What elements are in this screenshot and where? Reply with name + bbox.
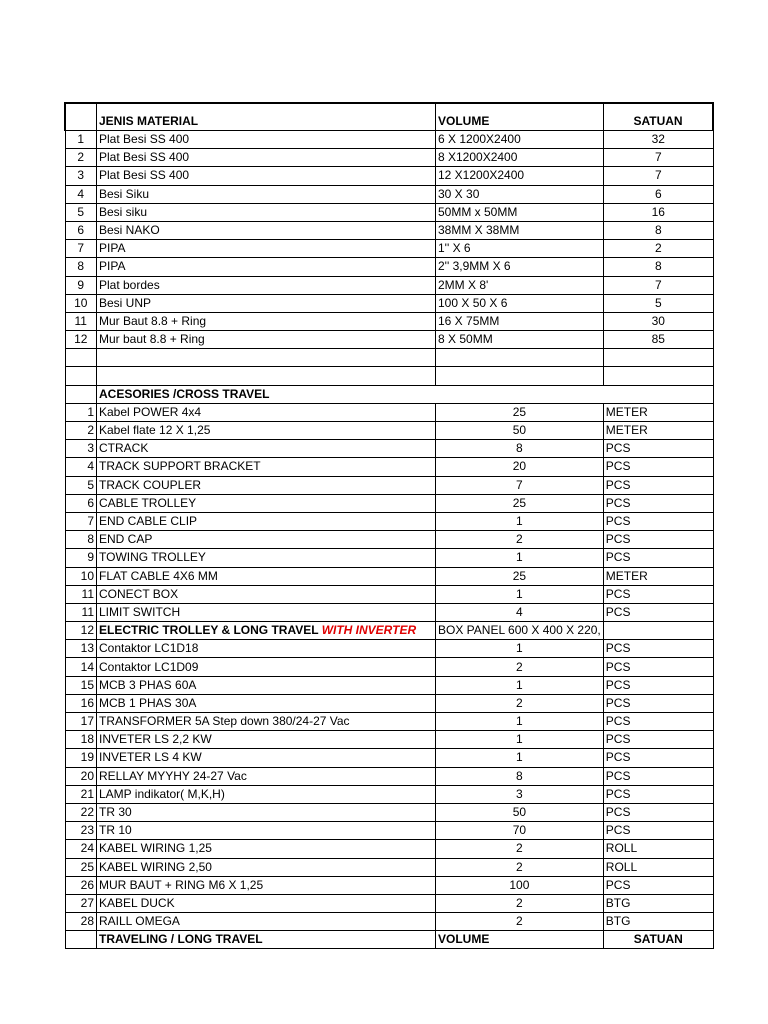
material-volume[interactable]: 1'' X 6 (436, 240, 604, 258)
table-row (65, 658, 713, 676)
header-no-cell[interactable] (65, 103, 97, 131)
material-unit[interactable]: 7 (603, 167, 713, 185)
accessory-name[interactable]: MCB 1 PHAS 30A (97, 694, 436, 712)
accessory-unit[interactable]: PCS (603, 694, 713, 712)
accessory-unit[interactable]: PCS (603, 458, 713, 476)
row-number[interactable]: 10 (65, 294, 97, 312)
accessory-volume[interactable]: 1 (436, 549, 604, 567)
accessory-name[interactable]: TR 10 (97, 822, 436, 840)
accessory-name[interactable]: TR 30 (97, 803, 436, 821)
table-row (65, 185, 713, 203)
table-row (65, 422, 713, 440)
section-title[interactable]: ACESORIES /CROSS TRAVEL (97, 385, 714, 403)
material-volume[interactable]: 8 X1200X2400 (436, 149, 604, 167)
empty-row (65, 367, 713, 385)
accessory-unit[interactable]: PCS (603, 767, 713, 785)
accessory-name[interactable]: INVETER LS 2,2 KW (97, 731, 436, 749)
table-row (65, 822, 713, 840)
table-row (65, 785, 713, 803)
row-number[interactable]: 11 (65, 312, 97, 330)
row-number[interactable]: 7 (65, 512, 97, 530)
accessory-unit[interactable]: METER (603, 403, 713, 421)
accessory-name[interactable]: LAMP indikator( M,K,H) (97, 785, 436, 803)
traveling-header-row (65, 931, 713, 949)
accessory-unit[interactable]: BTG (603, 913, 713, 931)
row-number[interactable]: 9 (65, 276, 97, 294)
row-number[interactable]: 22 (65, 803, 97, 821)
row-number[interactable]: 28 (65, 913, 97, 931)
material-volume[interactable]: 8 X 50MM (436, 331, 604, 349)
accessory-volume[interactable]: 2 (436, 858, 604, 876)
material-volume[interactable]: 6 X 1200X2400 (436, 131, 604, 149)
material-name[interactable]: Besi UNP (97, 294, 436, 312)
table-row (65, 312, 713, 330)
accessory-volume[interactable]: 25 (436, 403, 604, 421)
accessory-volume[interactable]: 2 (436, 531, 604, 549)
accessory-name[interactable]: KABEL WIRING 1,25 (97, 840, 436, 858)
material-name[interactable]: Besi siku (97, 203, 436, 221)
accessory-name-highlight: WITH INVERTER (321, 623, 417, 638)
table-row (65, 603, 713, 621)
accessory-name[interactable]: TRANSFORMER 5A Step down 380/24-27 Vac (97, 713, 436, 731)
accessory-unit[interactable]: PCS (603, 512, 713, 530)
accessory-volume[interactable]: 2 (436, 658, 604, 676)
accessory-volume[interactable]: 1 (436, 640, 604, 658)
row-number[interactable]: 18 (65, 731, 97, 749)
table-row (65, 894, 713, 912)
accessory-volume[interactable]: 2 (436, 913, 604, 931)
row-number[interactable]: 12 (65, 331, 97, 349)
accessory-name[interactable]: Contaktor LC1D18 (97, 640, 436, 658)
row-number[interactable]: 4 (65, 185, 97, 203)
accessory-unit[interactable]: PCS (603, 440, 713, 458)
material-unit[interactable]: 16 (603, 203, 713, 221)
material-volume[interactable]: 50MM x 50MM (436, 203, 604, 221)
accessory-unit[interactable]: PCS (603, 494, 713, 512)
row-number[interactable]: 6 (65, 221, 97, 239)
material-name[interactable]: PIPA (97, 258, 436, 276)
accessory-unit[interactable]: PCS (603, 785, 713, 803)
accessory-volume[interactable]: 1 (436, 713, 604, 731)
material-name[interactable]: Besi Siku (97, 185, 436, 203)
accessory-volume[interactable]: 3 (436, 785, 604, 803)
empty-unit-cell[interactable] (603, 349, 713, 367)
table-row (65, 240, 713, 258)
traveling-unit-header[interactable]: SATUAN (603, 931, 713, 949)
accessory-unit[interactable]: ROLL (603, 840, 713, 858)
row-number[interactable]: 15 (65, 676, 97, 694)
accessory-name[interactable]: KABEL DUCK (97, 894, 436, 912)
accessory-unit[interactable]: PCS (603, 676, 713, 694)
row-number[interactable]: 5 (65, 476, 97, 494)
accessory-volume[interactable]: 1 (436, 731, 604, 749)
accessory-unit[interactable]: PCS (603, 876, 713, 894)
accessory-volume[interactable]: 2 (436, 694, 604, 712)
accessory-unit[interactable]: METER (603, 567, 713, 585)
accessory-name[interactable]: CTRACK (97, 440, 436, 458)
table-row (65, 221, 713, 239)
accessory-name[interactable]: Kabel flate 12 X 1,25 (97, 422, 436, 440)
material-name[interactable]: Plat Besi SS 400 (97, 149, 436, 167)
row-number[interactable]: 13 (65, 640, 97, 658)
material-unit[interactable]: 32 (603, 131, 713, 149)
row-number[interactable]: 11 (65, 603, 97, 621)
accessory-unit[interactable]: ROLL (603, 858, 713, 876)
empty-no-cell[interactable] (65, 349, 97, 367)
accessory-unit[interactable]: PCS (603, 603, 713, 621)
material-unit[interactable]: 85 (603, 331, 713, 349)
table-row (65, 913, 713, 931)
material-volume[interactable]: 12 X1200X2400 (436, 167, 604, 185)
accessory-name[interactable]: INVETER LS 4 KW (97, 749, 436, 767)
empty-row (65, 349, 713, 367)
accessory-name[interactable]: MCB 3 PHAS 60A (97, 676, 436, 694)
material-unit[interactable]: 8 (603, 221, 713, 239)
accessory-unit[interactable]: PCS (603, 476, 713, 494)
row-number[interactable]: 14 (65, 658, 97, 676)
material-name[interactable]: PIPA (97, 240, 436, 258)
accessory-unit[interactable]: PCS (603, 531, 713, 549)
accessory-name[interactable]: Contaktor LC1D09 (97, 658, 436, 676)
accessory-name[interactable]: CABLE TROLLEY (97, 494, 436, 512)
material-name[interactable]: Plat Besi SS 400 (97, 167, 436, 185)
row-number[interactable]: 10 (65, 567, 97, 585)
row-number[interactable]: 2 (65, 422, 97, 440)
material-name[interactable]: Mur baut 8.8 + Ring (97, 331, 436, 349)
accessory-unit[interactable]: PCS (603, 803, 713, 821)
material-name[interactable]: Mur Baut 8.8 + Ring (97, 312, 436, 330)
accessory-volume[interactable]: 1 (436, 749, 604, 767)
accessory-volume[interactable]: 50 (436, 803, 604, 821)
row-number[interactable]: 6 (65, 494, 97, 512)
row-number[interactable]: 17 (65, 713, 97, 731)
traveling-no-cell[interactable] (65, 931, 97, 949)
table-row (65, 640, 713, 658)
table-row (65, 567, 713, 585)
accessory-volume[interactable]: 4 (436, 603, 604, 621)
accessory-volume[interactable]: 20 (436, 458, 604, 476)
accessory-volume[interactable]: 2 (436, 840, 604, 858)
row-number[interactable]: 19 (65, 749, 97, 767)
section-title-row (65, 385, 713, 403)
material-volume[interactable]: 2'' 3,9MM X 6 (436, 258, 604, 276)
table-row (65, 167, 713, 185)
accessory-unit[interactable]: PCS (603, 731, 713, 749)
accessory-unit[interactable]: BTG (603, 894, 713, 912)
row-number[interactable]: 3 (65, 167, 97, 185)
accessory-unit[interactable]: METER (603, 422, 713, 440)
accessory-volume[interactable]: 7 (436, 476, 604, 494)
accessory-name[interactable]: LIMIT SWITCH (97, 603, 436, 621)
header-material[interactable]: JENIS MATERIAL (97, 103, 436, 131)
material-unit[interactable]: 7 (603, 149, 713, 167)
accessory-volume[interactable]: 8 (436, 767, 604, 785)
table-row (65, 258, 713, 276)
table-row (65, 694, 713, 712)
table-row (65, 512, 713, 530)
table-row (65, 749, 713, 767)
material-name[interactable]: Plat Besi SS 400 (97, 131, 436, 149)
accessory-volume[interactable]: BOX PANEL 600 X 400 X 220, (436, 622, 604, 640)
accessory-name[interactable]: RELLAY MYYHY 24-27 Vac (97, 767, 436, 785)
table-row (65, 494, 713, 512)
material-unit[interactable]: 7 (603, 276, 713, 294)
material-volume[interactable]: 2MM X 8' (436, 276, 604, 294)
row-number[interactable]: 7 (65, 240, 97, 258)
table-row (65, 622, 713, 640)
row-number[interactable]: 23 (65, 822, 97, 840)
accessory-volume[interactable]: 1 (436, 512, 604, 530)
table-row (65, 549, 713, 567)
row-number[interactable]: 9 (65, 549, 97, 567)
row-number[interactable]: 12 (65, 622, 97, 640)
accessory-unit[interactable]: PCS (603, 549, 713, 567)
header-unit[interactable]: SATUAN (603, 103, 713, 131)
accessory-unit[interactable]: PCS (603, 640, 713, 658)
row-number[interactable]: 2 (65, 149, 97, 167)
table-row (65, 767, 713, 785)
row-number[interactable]: 8 (65, 258, 97, 276)
material-unit[interactable]: 30 (603, 312, 713, 330)
table-row (65, 858, 713, 876)
traveling-title[interactable]: TRAVELING / LONG TRAVEL (97, 931, 436, 949)
accessory-name[interactable]: END CABLE CLIP (97, 512, 436, 530)
accessory-unit[interactable]: PCS (603, 658, 713, 676)
header-volume[interactable]: VOLUME (436, 103, 604, 131)
row-number[interactable]: 27 (65, 894, 97, 912)
material-name[interactable]: Besi NAKO (97, 221, 436, 239)
table-row (65, 403, 713, 421)
accessory-volume[interactable]: 100 (436, 876, 604, 894)
empty-name-cell[interactable] (97, 367, 436, 385)
accessory-volume[interactable]: 25 (436, 567, 604, 585)
accessory-name[interactable]: FLAT CABLE 4X6 MM (97, 567, 436, 585)
row-number[interactable]: 21 (65, 785, 97, 803)
material-unit[interactable]: 8 (603, 258, 713, 276)
accessory-volume[interactable]: 70 (436, 822, 604, 840)
table-row (65, 476, 713, 494)
table-row (65, 131, 713, 149)
accessory-name[interactable]: KABEL WIRING 2,50 (97, 858, 436, 876)
table-row (65, 585, 713, 603)
row-number[interactable]: 16 (65, 694, 97, 712)
row-number[interactable]: 1 (65, 403, 97, 421)
accessory-unit[interactable]: PCS (603, 713, 713, 731)
row-number[interactable]: 24 (65, 840, 97, 858)
accessory-volume[interactable]: 50 (436, 422, 604, 440)
accessory-name[interactable]: MUR BAUT + RING M6 X 1,25 (97, 876, 436, 894)
empty-no-cell[interactable] (65, 367, 97, 385)
table-row (65, 331, 713, 349)
accessory-unit[interactable]: PCS (603, 749, 713, 767)
row-number[interactable]: 8 (65, 531, 97, 549)
accessory-name[interactable]: TRACK SUPPORT BRACKET (97, 458, 436, 476)
table-row (65, 876, 713, 894)
empty-name-cell[interactable] (97, 349, 436, 367)
table-row (65, 731, 713, 749)
row-number[interactable]: 4 (65, 458, 97, 476)
accessory-volume[interactable]: 25 (436, 494, 604, 512)
material-unit[interactable]: 5 (603, 294, 713, 312)
table-row (65, 803, 713, 821)
traveling-volume-header[interactable]: VOLUME (436, 931, 604, 949)
material-name[interactable]: Plat bordes (97, 276, 436, 294)
table-row (65, 203, 713, 221)
table-row (65, 840, 713, 858)
accessory-volume[interactable]: 1 (436, 676, 604, 694)
material-volume[interactable]: 100 X 50 X 6 (436, 294, 604, 312)
row-number[interactable]: 20 (65, 767, 97, 785)
table-row (65, 676, 713, 694)
accessory-volume[interactable]: 8 (436, 440, 604, 458)
row-number[interactable]: 5 (65, 203, 97, 221)
table-row (65, 276, 713, 294)
empty-volume-cell[interactable] (436, 367, 604, 385)
material-volume[interactable]: 38MM X 38MM (436, 221, 604, 239)
accessory-name[interactable]: END CAP (97, 531, 436, 549)
table-header-row (65, 103, 713, 131)
accessory-volume[interactable]: 2 (436, 894, 604, 912)
section-no-cell[interactable] (65, 385, 97, 403)
table-row (65, 149, 713, 167)
material-unit[interactable]: 6 (603, 185, 713, 203)
row-number[interactable]: 26 (65, 876, 97, 894)
table-row (65, 531, 713, 549)
accessory-name[interactable] (97, 622, 436, 640)
empty-unit-cell[interactable] (603, 367, 713, 385)
table-row (65, 440, 713, 458)
accessory-name[interactable]: TOWING TROLLEY (97, 549, 436, 567)
material-table (64, 102, 714, 949)
table-row (65, 458, 713, 476)
material-table-body (65, 103, 713, 949)
material-unit[interactable]: 2 (603, 240, 713, 258)
material-volume[interactable]: 30 X 30 (436, 185, 604, 203)
table-row (65, 294, 713, 312)
accessory-name[interactable]: TRACK COUPLER (97, 476, 436, 494)
accessory-name[interactable]: Kabel POWER 4x4 (97, 403, 436, 421)
row-number[interactable]: 25 (65, 858, 97, 876)
accessory-unit[interactable] (603, 622, 713, 640)
accessory-unit[interactable]: PCS (603, 822, 713, 840)
accessory-volume[interactable]: 1 (436, 585, 604, 603)
accessory-name[interactable]: RAILL OMEGA (97, 913, 436, 931)
table-row (65, 713, 713, 731)
row-number[interactable]: 1 (65, 131, 97, 149)
accessory-name-text: ELECTRIC TROLLEY & LONG TRAVEL (99, 623, 322, 638)
accessory-name[interactable]: CONECT BOX (97, 585, 436, 603)
empty-volume-cell[interactable] (436, 349, 604, 367)
material-volume[interactable]: 16 X 75MM (436, 312, 604, 330)
row-number[interactable]: 3 (65, 440, 97, 458)
row-number[interactable]: 11 (65, 585, 97, 603)
accessory-unit[interactable]: PCS (603, 585, 713, 603)
